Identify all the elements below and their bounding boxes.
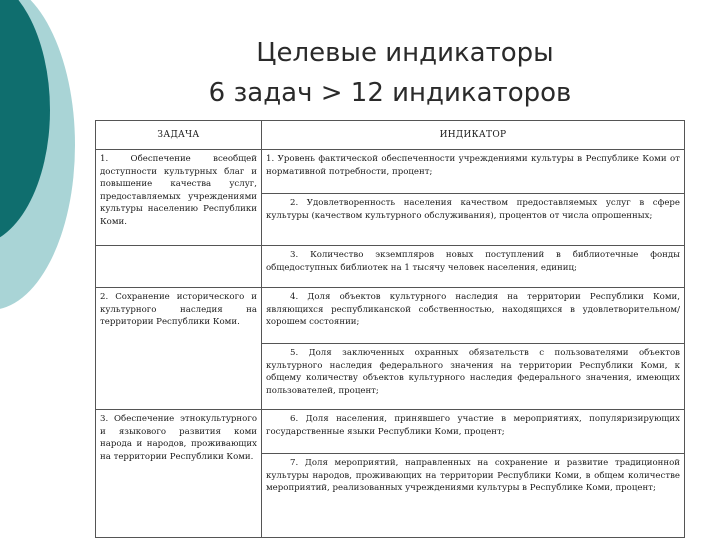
task-cell: 2. Сохранение исторического и культурного наследия на территории Республики Коми. <box>96 288 262 410</box>
table-row <box>96 150 685 194</box>
header-indicator: ИНДИКАТОР <box>262 121 685 150</box>
indicator-cell: 4. Доля объектов культурного наследия на территории Республики Коми, являющихся республиканской собственностью, находящихся в удовлетворительном/хорошем состоянии; <box>262 288 685 344</box>
indicator-cell: 7. Доля мероприятий, направленных на сохранение и развитие традиционной культуры народов, проживающих на территории Республики Коми, в общем количестве мероприятий, реализованных учреждениями культуры в Республике Коми, процент; <box>262 454 685 538</box>
indicators-table <box>95 120 685 538</box>
indicator-cell: 3. Количество экземпляров новых поступлений в библиотечные фонды общедоступных библиотек на 1 тысячу человек населения, единиц; <box>262 246 685 288</box>
task-cell: 1. Обеспечение всеобщей доступности культурных благ и повышение качества услуг, предоставляемых учреждениями культуры населению Республики Коми. <box>96 150 262 246</box>
slide-title <box>0 33 720 113</box>
table-row <box>96 246 685 288</box>
task-cell: 3. Обеспечение этнокультурного и языкового развития коми народа и народов, проживающих на территории Республики Коми. <box>96 410 262 538</box>
task-cell-empty <box>96 246 262 288</box>
indicator-cell: 6. Доля населения, принявшего участие в мероприятиях, популяризирующих государственные языки Республики Коми, процент; <box>262 410 685 454</box>
header-task: ЗАДАЧА <box>96 121 262 150</box>
title-line-1: Целевые индикаторы <box>256 38 554 68</box>
table-header-row <box>96 121 685 150</box>
title-line-2: 6 задач > 12 индикаторов <box>208 78 572 108</box>
indicator-cell: 5. Доля заключенных охранных обязательств с пользователями объектов культурного наследия федерального значения на территории Республики Коми, к общему количеству объектов культурного наследия федерального значения, имеющих пользователей, процент; <box>262 344 685 410</box>
table-row <box>96 288 685 344</box>
indicator-cell: 1. Уровень фактической обеспеченности учреждениями культуры в Республике Коми от нормативной потребности, процент; <box>262 150 685 194</box>
indicator-cell: 2. Удовлетворенность населения качеством предоставляемых услуг в сфере культуры (качеством культурного обслуживания), процентов от числа опрошенных; <box>262 194 685 246</box>
table-row <box>96 410 685 454</box>
